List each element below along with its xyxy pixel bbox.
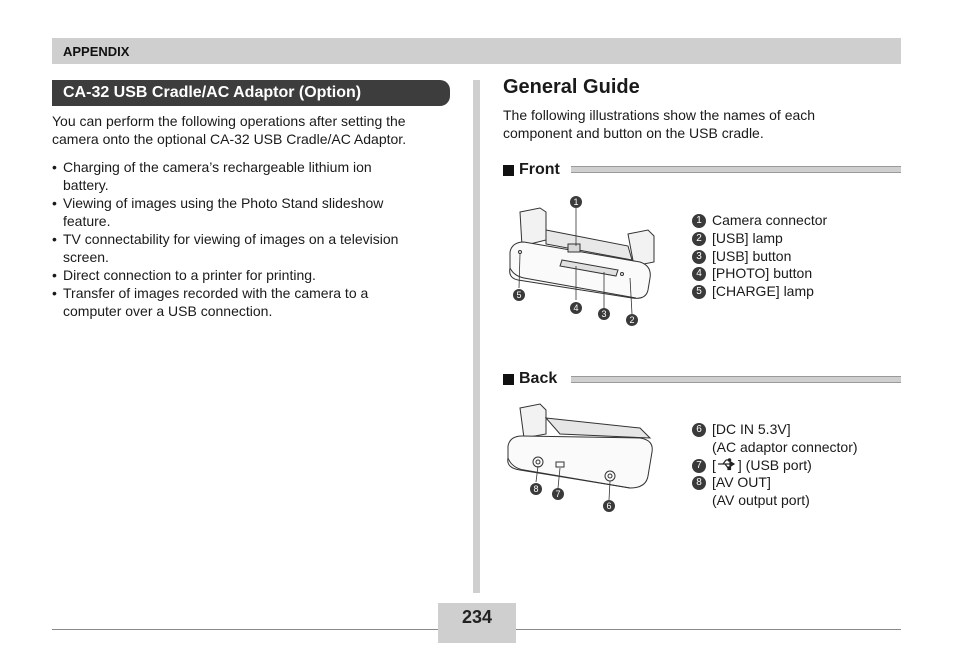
- back-heading: [503, 370, 557, 388]
- list-item: [52, 266, 452, 284]
- list-item: [692, 421, 858, 439]
- bullet-dot: •: [52, 231, 57, 247]
- section-title-pill: [52, 80, 450, 106]
- header-title: APPENDIX: [63, 44, 130, 59]
- callout-label: 1: [573, 197, 579, 207]
- label-text: [CHARGE] lamp: [712, 283, 814, 300]
- list-item: [692, 248, 827, 266]
- list-item-text: screen.: [63, 249, 109, 265]
- guide-text-line: component and button on the USB cradle.: [503, 125, 764, 141]
- bullet-dot: •: [52, 159, 57, 175]
- callout-label: 5: [516, 290, 522, 300]
- guide-text-line: The following illustrations show the names of each: [503, 107, 816, 123]
- label-text: Camera connector: [712, 212, 828, 228]
- page-number: 234: [461, 607, 493, 627]
- number-badge: 6: [692, 423, 706, 437]
- bullet-dot: •: [52, 285, 57, 301]
- section-title: CA-32 USB Cradle/AC Adaptor (Option): [63, 84, 362, 101]
- header-bar: [52, 38, 901, 64]
- cradle-front-illustration: [500, 190, 660, 330]
- number-badge: 1: [692, 214, 706, 228]
- back-heading-label: Back: [519, 370, 558, 387]
- callout-label: 7: [555, 489, 561, 499]
- list-item: [692, 492, 858, 510]
- label-text: ] (USB port): [737, 456, 812, 473]
- list-item-text: Charging of the camera’s rechargeable lithium ion: [63, 159, 372, 175]
- callout-label: 8: [533, 484, 539, 494]
- general-guide-title: General Guide: [503, 76, 640, 98]
- cradle-back-illustration: [500, 398, 660, 520]
- label-text: [: [712, 456, 716, 473]
- list-item-text: Transfer of images recorded with the camera to a: [63, 285, 369, 301]
- bullet-dot: •: [52, 195, 57, 211]
- list-item-text: Direct connection to a printer for printing.: [63, 267, 316, 283]
- label-text: (AV output port): [712, 492, 810, 509]
- list-item-text: feature.: [63, 213, 111, 229]
- page-number-box: [438, 603, 516, 643]
- list-item: [52, 194, 452, 230]
- list-item: [52, 284, 452, 320]
- list-item-text: Viewing of images using the Photo Stand slideshow: [63, 195, 384, 211]
- usb-icon: [716, 457, 738, 471]
- number-badge: 2: [692, 232, 706, 246]
- callout-label: 3: [601, 309, 607, 319]
- front-heading: [503, 161, 560, 179]
- intro-line: camera onto the optional CA-32 USB Cradle/AC Adaptor.: [52, 131, 407, 147]
- bullet-dot: •: [52, 267, 57, 283]
- callout-label: 4: [573, 303, 579, 313]
- number-badge: 7: [692, 459, 706, 473]
- label-text: [USB] button: [712, 247, 792, 264]
- list-item: [692, 283, 827, 301]
- list-item: [692, 212, 827, 230]
- label-text: [USB] lamp: [712, 229, 783, 246]
- callout-label: 6: [606, 501, 612, 511]
- label-text: [DC IN 5.3V]: [712, 421, 791, 437]
- column-divider: [473, 80, 480, 593]
- number-badge: 5: [692, 285, 706, 299]
- number-badge: 3: [692, 250, 706, 264]
- list-item: [52, 158, 452, 194]
- label-text: [PHOTO] button: [712, 265, 813, 282]
- list-item: [692, 457, 858, 475]
- number-badge: 8: [692, 476, 706, 490]
- list-item: [692, 474, 858, 492]
- callout-label: 2: [629, 315, 635, 325]
- front-heading-label: Front: [519, 161, 560, 178]
- feature-list: [52, 158, 452, 320]
- list-item-text: computer over a USB connection.: [63, 303, 273, 319]
- front-heading-rule: [571, 166, 901, 173]
- list-item: [692, 439, 858, 457]
- label-text: [AV OUT]: [712, 474, 771, 491]
- square-bullet-icon: [503, 374, 514, 385]
- list-item: [692, 230, 827, 248]
- back-heading-rule: [571, 376, 901, 383]
- back-labels-list: [692, 421, 858, 510]
- square-bullet-icon: [503, 165, 514, 176]
- intro-line: You can perform the following operations after setting the: [52, 113, 406, 129]
- general-guide-text: [503, 106, 893, 142]
- front-labels-list: [692, 212, 827, 301]
- list-item: [52, 230, 452, 266]
- list-item-text: battery.: [63, 177, 109, 193]
- number-badge: 4: [692, 267, 706, 281]
- list-item: [692, 265, 827, 283]
- label-text: (AC adaptor connector): [712, 438, 858, 455]
- intro-paragraph: [52, 112, 452, 148]
- list-item-text: TV connectability for viewing of images on a television: [63, 231, 399, 247]
